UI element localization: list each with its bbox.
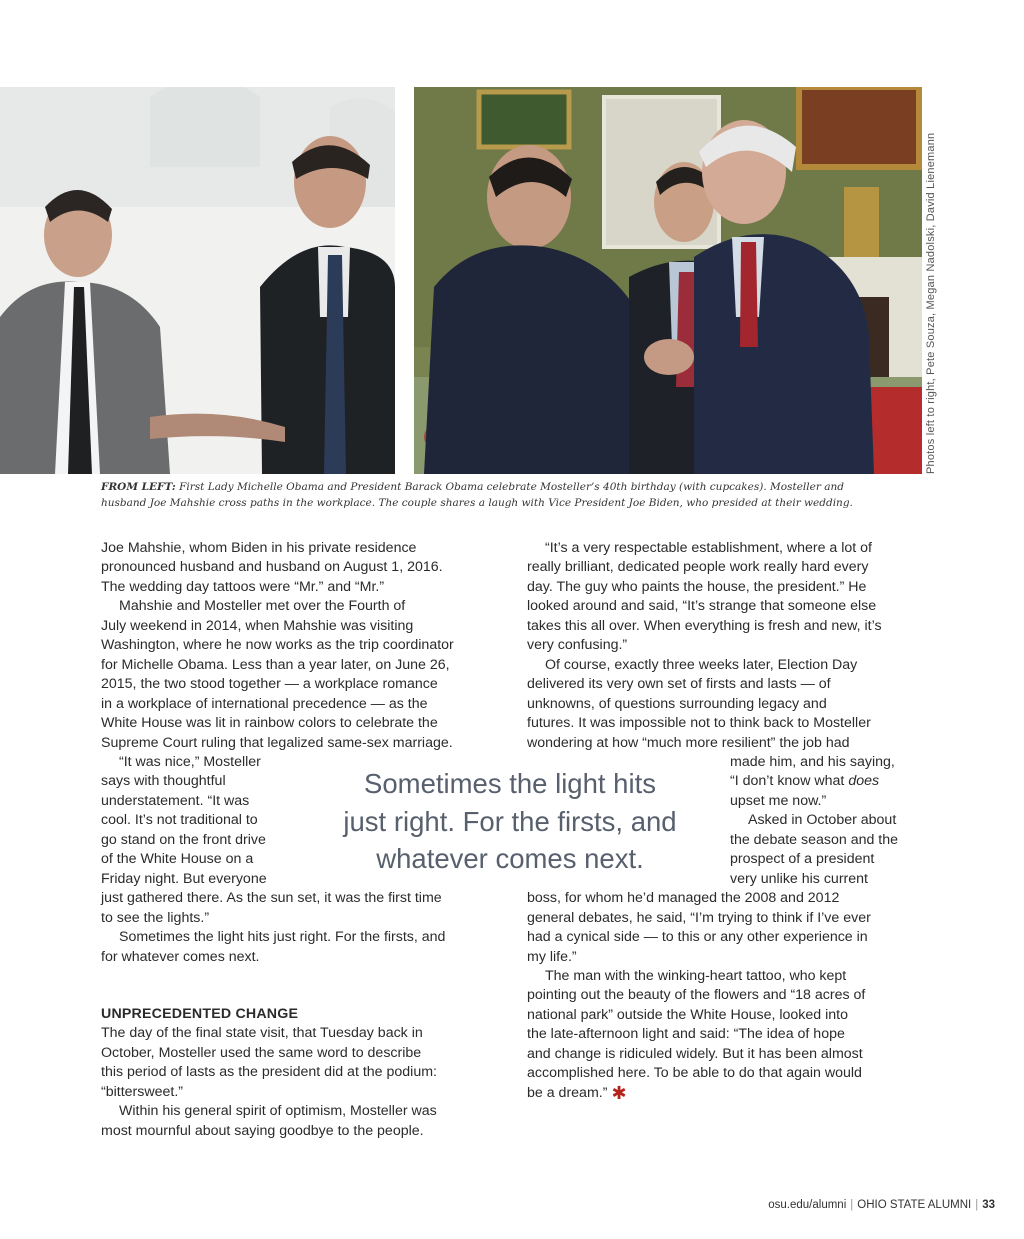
body-line: Sometimes the light hits just right. For the firsts, and <box>119 929 446 946</box>
end-mark-icon: ✱ <box>611 1082 627 1103</box>
pull-quote <box>300 765 720 878</box>
caption-line: First Lady Michelle Obama and President Barack Obama celebrate Mosteller’s 40th birthday (with cupcakes). Mosteller and <box>179 481 844 493</box>
footer-site-link[interactable]: osu.edu/alumni <box>768 1199 847 1211</box>
body-line: futures. It was impossible not to think back to Mosteller <box>527 715 871 732</box>
body-line: the debate season and the <box>730 831 899 848</box>
page-footer <box>768 1199 995 1211</box>
emphasis-word: does <box>848 773 880 790</box>
section-spacer <box>101 967 501 1005</box>
footer-separator: | <box>850 1199 854 1211</box>
body-line: really brilliant, dedicated people work really hard every <box>527 559 869 576</box>
body-line: 2015, the two stood together — a workplace romance <box>101 676 438 693</box>
body-line: prospect of a president <box>730 851 875 868</box>
body-line: Supreme Court ruling that legalized same-sex marriage. <box>101 734 453 751</box>
body-line: general debates, he said, “I’m trying to think if I’ve ever <box>527 909 871 926</box>
body-line: day. The guy who paints the house, the president.” He <box>527 578 867 595</box>
body-line: The day of the final state visit, that Tuesday back in <box>101 1025 423 1042</box>
body-line: October, Mosteller used the same word to describe <box>101 1044 422 1061</box>
body-line: just gathered there. As the sun set, it was the first time <box>101 890 442 907</box>
body-line: Friday night. But everyone <box>101 870 267 887</box>
pull-quote-line: just right. For the firsts, and <box>343 805 677 837</box>
body-line: “bittersweet.” <box>101 1083 183 1100</box>
body-line: had a cynical side — to this or any other experience in <box>527 929 868 946</box>
pull-quote-line: Sometimes the light hits <box>364 768 656 799</box>
body-line: understatement. “It was <box>101 792 250 809</box>
body-line: boss, for whom he’d managed the 2008 and 2012 <box>527 890 840 907</box>
body-line: The wedding day tattoos were “Mr.” and “Mr.” <box>101 578 385 595</box>
body-line: the late-afternoon light and said: “The idea of hope <box>527 1026 845 1043</box>
photo-biden-laugh <box>414 87 922 474</box>
body-line: Within his general spirit of optimism, Mosteller was <box>119 1103 437 1120</box>
body-line: wondering at how “much more resilient” the job had <box>527 734 850 751</box>
body-line: for whatever comes next. <box>101 948 260 965</box>
body-line: Mahshie and Mosteller met over the Fourth of <box>119 598 406 615</box>
body-line: “It’s a very respectable establishment, where a lot of <box>545 540 872 556</box>
body-line: pronounced husband and husband on August 1, 2016. <box>101 559 443 576</box>
body-fragment: “I don’t know what <box>730 773 845 790</box>
body-line: most mournful about saying goodbye to the people. <box>101 1122 424 1139</box>
body-line: The man with the winking-heart tattoo, who kept <box>545 967 847 984</box>
body-line: of the White House on a <box>101 851 254 868</box>
body-line: unknowns, of questions surrounding legacy and <box>527 695 827 712</box>
body-line: upset me now.” <box>730 792 827 809</box>
photo-credit: Photos left to right, Pete Souza, Megan Nadolski, David Lienemann <box>925 132 937 474</box>
photo-caption <box>101 479 901 511</box>
body-line: cool. It’s not traditional to <box>101 812 258 829</box>
body-line: and change is ridiculed widely. But it has been almost <box>527 1045 863 1062</box>
body-line: very unlike his current <box>730 870 868 887</box>
body-line: for Michelle Obama. Less than a year later, on June 26, <box>101 656 450 673</box>
body-line: Washington, where he now works as the trip coordinator <box>101 637 454 654</box>
body-fragment: be a dream.” <box>527 1084 608 1101</box>
body-line: delivered its very own set of firsts and lasts — of <box>527 676 831 693</box>
body-line: my life.” <box>527 948 577 965</box>
section-heading: UNPRECEDENTED CHANGE <box>101 1005 299 1022</box>
body-line: this period of lasts as the president did at the podium: <box>101 1064 437 1081</box>
body-line: made him, and his saying, <box>730 753 895 770</box>
body-line: pointing out the beauty of the flowers and “18 acres of <box>527 987 866 1004</box>
caption-lead: FROM LEFT: <box>101 481 176 493</box>
footer-separator: | <box>975 1199 979 1211</box>
body-line: Joe Mahshie, whom Biden in his private residence <box>101 540 417 556</box>
body-line: takes this all over. When everything is fresh and new, it’s <box>527 617 882 634</box>
photo-mosteller-mahshie-hallway <box>0 87 395 474</box>
body-line: national park” outside the White House, looked into <box>527 1006 848 1023</box>
page-number: 33 <box>982 1199 995 1211</box>
body-line: in a workplace of international precedence — as the <box>101 695 428 712</box>
body-line: Asked in October about <box>748 812 897 829</box>
body-line: July weekend in 2014, when Mahshie was visiting <box>101 617 414 634</box>
body-line: looked around and said, “It’s strange that someone else <box>527 598 877 615</box>
body-line: to see the lights.” <box>101 909 210 926</box>
caption-line: husband Joe Mahshie cross paths in the workplace. The couple shares a laugh with Vice President Joe Biden, who presided at their wedding. <box>101 497 853 509</box>
body-line: Of course, exactly three weeks later, Election Day <box>545 656 858 673</box>
body-line: very confusing.” <box>527 637 628 654</box>
body-line: “It was nice,” Mosteller <box>119 753 261 770</box>
body-line: says with thoughtful <box>101 773 226 790</box>
body-line <box>527 1084 927 1103</box>
footer-publication: OHIO STATE ALUMNI <box>857 1199 972 1211</box>
body-line: go stand on the front drive <box>101 831 266 848</box>
body-line: accomplished here. To be able to do that again would <box>527 1065 862 1082</box>
pull-quote-line: whatever comes next. <box>376 843 644 874</box>
body-line: White House was lit in rainbow colors to celebrate the <box>101 715 438 732</box>
